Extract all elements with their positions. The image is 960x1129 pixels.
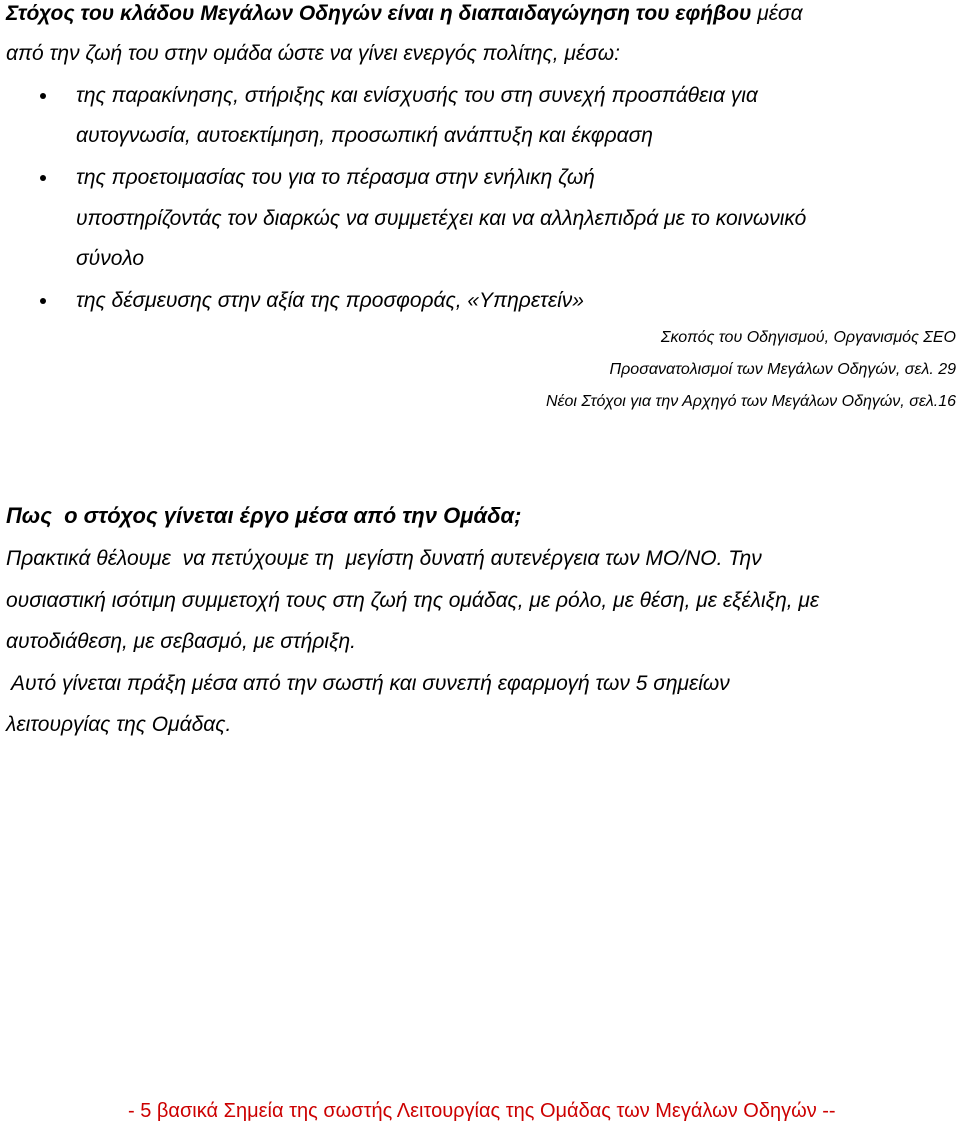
paragraph-1-line-3: αυτοδιάθεση, με σεβασμό, με στήριξη.	[6, 630, 356, 653]
bullet-2-line-2: υποστηρίζοντάς τον διαρκώς να συμμετέχει και να αλληλεπιδρά με το κοινωνικό	[76, 207, 807, 230]
intro-line-2: από την ζωή του στην ομάδα ώστε να γίνει ενεργός πολίτης, μέσω:	[6, 42, 620, 65]
paragraph-1-line-1: Πρακτικά θέλουμε να πετύχουμε τη μεγίστη δυνατή αυτενέργεια των ΜΟ/ΝΟ. Την	[6, 547, 762, 570]
reference-3: Νέοι Στόχοι για την Αρχηγό των Μεγάλων Οδηγών, σελ.16	[545, 393, 956, 410]
paragraph-1-line-2: ουσιαστική ισότιμη συμμετοχή τους στη ζωή της ομάδας, με ρόλο, με θέση, με εξέλιξη, με	[6, 589, 820, 612]
intro-rest-text: μέσα	[751, 2, 803, 25]
reference-2: Προσανατολισμοί των Μεγάλων Οδηγών, σελ. 29	[609, 361, 956, 378]
intro-bold-text: Στόχος του κλάδου Μεγάλων Οδηγών είναι η διαπαιδαγώγηση του εφήβου	[6, 2, 752, 25]
paragraph-2-line-1: Αυτό γίνεται πράξη μέσα από την σωστή και συνεπή εφαρμογή των 5 σημείων	[6, 672, 730, 695]
bullet-2-line-1: της προετοιμασίας του για το πέρασμα στην ενήλικη ζωή	[76, 166, 595, 189]
intro-line-1	[6, 0, 803, 27]
bullet-1-line-2: αυτογνωσία, αυτοεκτίμηση, προσωπική ανάπτυξη και έκφραση	[76, 124, 653, 147]
section-heading: Πως ο στόχος γίνεται έργο μέσα από την Ομάδα;	[6, 503, 522, 528]
bullet-3-line-1: της δέσμευσης στην αξία της προσφοράς, «Υπηρετείν»	[76, 289, 584, 312]
bullet-1-line-1: της παρακίνησης, στήριξης και ενίσχυσής του στη συνεχή προσπάθεια για	[76, 84, 758, 107]
bullet-2-line-3: σύνολο	[76, 247, 145, 270]
footer-title: - 5 βασικά Σημεία της σωστής Λειτουργίας της Ομάδας των Μεγάλων Οδηγών --	[128, 1100, 836, 1122]
paragraph-2-line-2: λειτουργίας της Ομάδας.	[6, 713, 232, 736]
reference-1: Σκοπός του Οδηγισμού, Οργανισμός ΣΕΟ	[660, 329, 956, 346]
bullet-marker	[40, 175, 46, 181]
bullet-marker	[40, 93, 46, 99]
bullet-marker	[40, 298, 46, 304]
